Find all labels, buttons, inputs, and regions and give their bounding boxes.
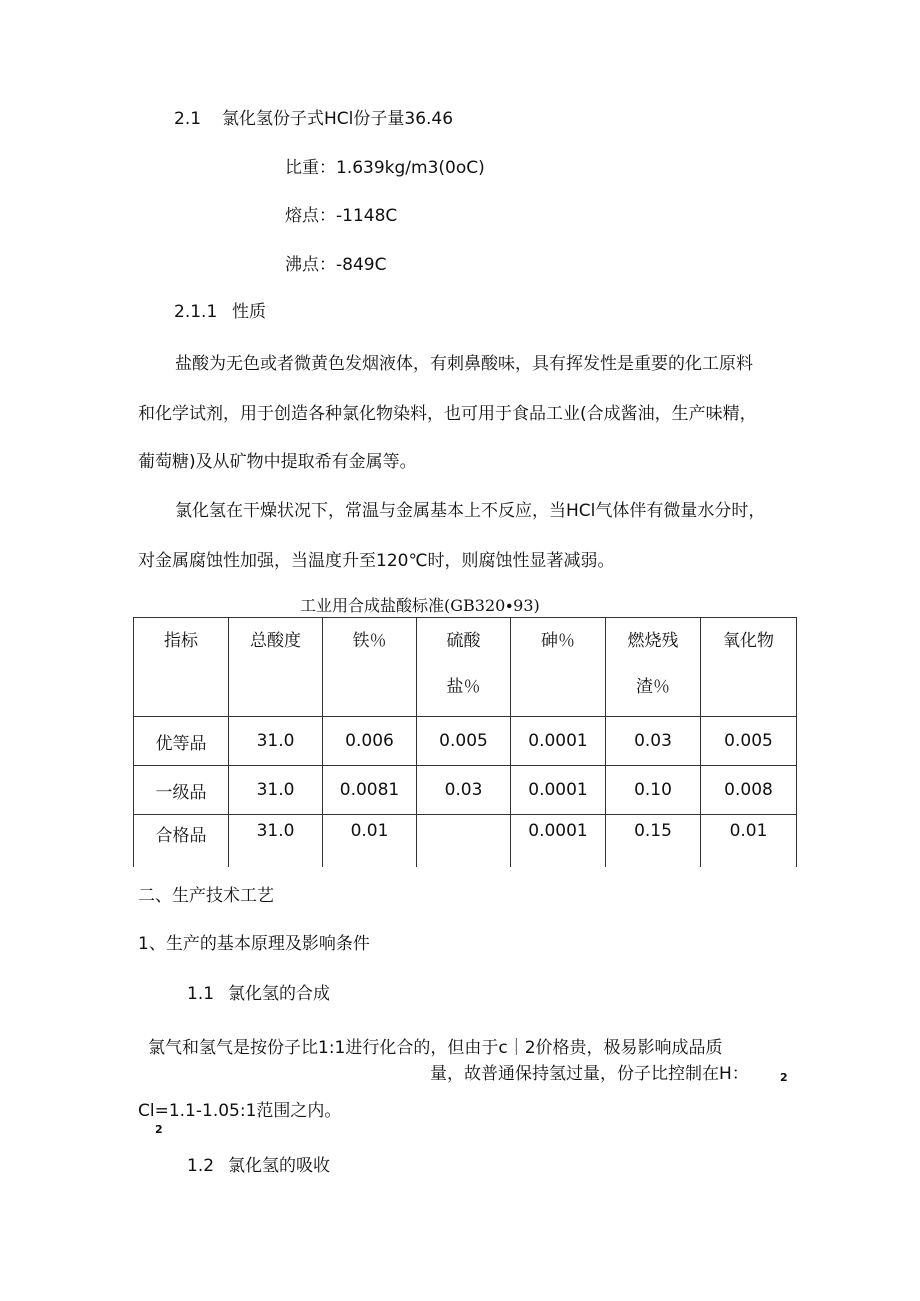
section-2-1-1-number: 2.1.1 <box>174 302 218 322</box>
synthesis-line-3: Cl=1.1-1.05:1范围之内。 <box>138 1101 342 1121</box>
properties-paragraph-2 <box>138 500 802 600</box>
section-2-1-heading: 氯化氢份子式HCl份子量36.46 <box>222 109 454 129</box>
paragraph-line: 氯化氢在干燥状况下，常温与金属基本上不反应，当HCl气体伴有微量水分时， <box>175 501 766 521</box>
paragraph-line: 葡萄糖)及从矿物中提取希有金属等。 <box>138 452 417 472</box>
melting-point: 熔点：-1148C <box>285 206 398 226</box>
section-1-1-number: 1.1 <box>187 984 215 1004</box>
section-two-subtitle: 1、生产的基本原理及影响条件 <box>138 934 370 954</box>
table-row <box>134 766 797 815</box>
table-cell: 31.0 <box>229 815 323 868</box>
table-cell: 0.008 <box>701 766 797 815</box>
header-cell: 砷％ <box>511 618 606 717</box>
table-cell: 合格品 <box>134 815 229 868</box>
table-cell <box>417 815 511 868</box>
section-1-2-title: 氯化氢的吸收 <box>228 1156 330 1176</box>
section-2-1-1-title: 性质 <box>232 302 266 322</box>
table-cell: 0.03 <box>606 717 701 766</box>
header-cell: 指标 <box>134 618 229 717</box>
section-1-1-title: 氯化氢的合成 <box>228 984 330 1004</box>
table-cell: 31.0 <box>229 766 323 815</box>
table-cell: 一级品 <box>134 766 229 815</box>
table-cell: 0.0081 <box>323 766 417 815</box>
table-cell: 0.01 <box>323 815 417 868</box>
table-cell: 0.01 <box>701 815 797 868</box>
table-cell: 31.0 <box>229 717 323 766</box>
table-cell: 0.10 <box>606 766 701 815</box>
table-cell: 0.0001 <box>511 717 606 766</box>
header-cell: 总酸度 <box>229 618 323 717</box>
table-cell: 0.006 <box>323 717 417 766</box>
table-cell: 0.15 <box>606 815 701 868</box>
properties-paragraph-1 <box>138 353 802 501</box>
header-cell: 燃烧残 渣％ <box>606 618 701 717</box>
table-cell: 0.03 <box>417 766 511 815</box>
subscript-2: 2 <box>780 1071 788 1084</box>
section-2-1-number: 2.1 <box>174 109 202 129</box>
section-two-title: 二、生产技术工艺 <box>138 886 274 906</box>
header-cell: 硫酸 盐％ <box>417 618 511 717</box>
hcl-standard-table <box>133 617 797 867</box>
table-cell: 0.0001 <box>511 815 606 868</box>
paragraph-line: 对金属腐蚀性加强，当温度升至120℃时，则腐蚀性显著减弱。 <box>138 551 615 571</box>
table-cell: 0.0001 <box>511 766 606 815</box>
table-cell: 0.005 <box>701 717 797 766</box>
table-cell: 优等品 <box>134 717 229 766</box>
synthesis-line-1: 氯气和氢气是按份子比1:1进行化合的，但由于c｜2价格贵，极易影响成品质 <box>148 1038 723 1058</box>
boiling-point: 沸点：-849C <box>285 255 387 275</box>
table-caption: 工业用合成盐酸标准(GB320∙93) <box>300 596 540 615</box>
specific-gravity: 比重：1.639kg∕m3(0oC) <box>285 158 485 178</box>
paragraph-line: 盐酸为无色或者微黄色发烟液体，有刺鼻酸味，具有挥发性是重要的化工原料 <box>175 354 753 374</box>
table-header-row <box>134 618 797 717</box>
table-row <box>134 815 797 868</box>
paragraph-line: 和化学试剂，用于创造各种氯化物染料，也可用于食品工业(合成酱油，生产味精， <box>138 404 757 424</box>
header-cell: 铁％ <box>323 618 417 717</box>
table-row <box>134 717 797 766</box>
table-cell: 0.005 <box>417 717 511 766</box>
subscript-2: 2 <box>155 1123 163 1136</box>
synthesis-line-2: 量，故普通保持氢过量，份子比控制在H： <box>430 1064 749 1084</box>
header-cell: 氧化物 <box>701 618 797 717</box>
section-1-2-number: 1.2 <box>187 1156 215 1176</box>
